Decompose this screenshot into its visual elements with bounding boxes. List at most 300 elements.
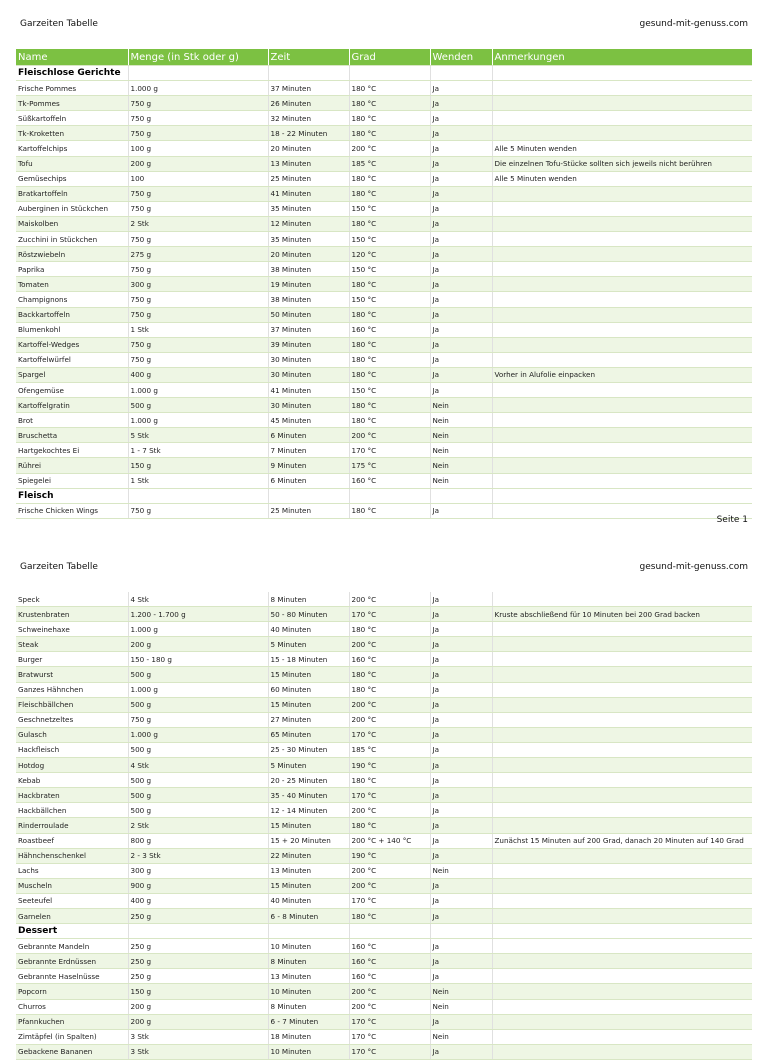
table-cell: Ja xyxy=(430,742,492,757)
table-cell xyxy=(349,488,430,503)
table-cell: 180 °C xyxy=(349,398,430,413)
table-cell: 185 °C xyxy=(349,156,430,171)
table-cell: Ja xyxy=(430,247,492,262)
table-cell: Fleischbällchen xyxy=(16,697,128,712)
table-cell: 3 Stk xyxy=(128,1044,268,1059)
table-row xyxy=(16,848,752,863)
table-cell xyxy=(268,924,349,939)
table-cell: 200 g xyxy=(128,1014,268,1029)
column-header-notes: Anmerkungen xyxy=(492,49,752,66)
table-cell xyxy=(492,337,752,352)
table-cell: 180 °C xyxy=(349,186,430,201)
table-cell xyxy=(492,592,752,607)
table-row xyxy=(16,292,752,307)
table-cell: Gebrannte Erdnüssen xyxy=(16,954,128,969)
table-cell: Vorher in Alufolie einpacken xyxy=(492,367,752,382)
table-cell xyxy=(492,682,752,697)
table-row xyxy=(16,969,752,984)
table-cell: Gebrannte Haselnüsse xyxy=(16,969,128,984)
table-cell: Blumenkohl xyxy=(16,322,128,337)
table-cell: 200 °C xyxy=(349,803,430,818)
section-title: Fleisch xyxy=(16,488,128,503)
table-cell: Ja xyxy=(430,186,492,201)
table-cell: Frische Chicken Wings xyxy=(16,503,128,518)
table-row xyxy=(16,773,752,788)
table-cell: Burger xyxy=(16,652,128,667)
table-cell: 100 g xyxy=(128,141,268,156)
table-cell: 25 Minuten xyxy=(268,503,349,518)
table-cell: Ja xyxy=(430,622,492,637)
table-row xyxy=(16,893,752,908)
site-name: gesund-mit-genuss.com xyxy=(639,562,748,572)
table-cell: 1.000 g xyxy=(128,382,268,397)
table-cell xyxy=(492,667,752,682)
table-row xyxy=(16,503,752,518)
table-cell xyxy=(268,66,349,81)
table-cell: 35 - 40 Minuten xyxy=(268,788,349,803)
table-cell: Maiskolben xyxy=(16,216,128,231)
table-cell: Krustenbraten xyxy=(16,607,128,622)
table-row xyxy=(16,727,752,742)
table-cell: 30 Minuten xyxy=(268,352,349,367)
table-cell: 50 Minuten xyxy=(268,307,349,322)
table-cell: Ja xyxy=(430,954,492,969)
table-cell xyxy=(128,924,268,939)
table-cell: 15 Minuten xyxy=(268,818,349,833)
table-cell xyxy=(492,758,752,773)
table-cell: 400 g xyxy=(128,367,268,382)
table-cell: Gulasch xyxy=(16,727,128,742)
table-row xyxy=(16,984,752,999)
table-cell xyxy=(268,488,349,503)
table-cell: 4 Stk xyxy=(128,592,268,607)
table-cell: 500 g xyxy=(128,803,268,818)
table-row xyxy=(16,307,752,322)
table-cell: 750 g xyxy=(128,292,268,307)
table-cell: 1.000 g xyxy=(128,413,268,428)
table-header-row xyxy=(16,49,752,66)
table-cell: Tk-Kroketten xyxy=(16,126,128,141)
table-cell: Alle 5 Minuten wenden xyxy=(492,171,752,186)
table-cell: 160 °C xyxy=(349,939,430,954)
table-cell: 40 Minuten xyxy=(268,622,349,637)
document-title: Garzeiten Tabelle xyxy=(20,19,98,29)
table-cell: Ja xyxy=(430,969,492,984)
table-cell: Auberginen in Stückchen xyxy=(16,201,128,216)
table-row xyxy=(16,682,752,697)
table-cell: 170 °C xyxy=(349,1029,430,1044)
table-cell: 750 g xyxy=(128,503,268,518)
table-cell: 500 g xyxy=(128,773,268,788)
table-cell: Zucchini in Stückchen xyxy=(16,232,128,247)
table-cell: 19 Minuten xyxy=(268,277,349,292)
table-cell: Ja xyxy=(430,758,492,773)
table-cell: Ja xyxy=(430,637,492,652)
section-row xyxy=(16,924,752,939)
table-cell: Ja xyxy=(430,652,492,667)
table-cell: 120 °C xyxy=(349,247,430,262)
table-cell: 200 °C xyxy=(349,141,430,156)
table-cell: 200 °C xyxy=(349,863,430,878)
table-cell xyxy=(492,201,752,216)
table-cell xyxy=(430,488,492,503)
table-row xyxy=(16,939,752,954)
table-cell: 22 Minuten xyxy=(268,848,349,863)
table-cell: 200 °C xyxy=(349,878,430,893)
table-cell: 150 g xyxy=(128,458,268,473)
table-cell: 170 °C xyxy=(349,1014,430,1029)
table-cell xyxy=(430,66,492,81)
table-cell xyxy=(492,398,752,413)
table-cell: Gemüsechips xyxy=(16,171,128,186)
table-cell: 180 °C xyxy=(349,413,430,428)
table-row xyxy=(16,999,752,1014)
table-cell: 5 Minuten xyxy=(268,758,349,773)
table-cell: 150 °C xyxy=(349,292,430,307)
table-cell: Ja xyxy=(430,607,492,622)
table-cell: 200 °C xyxy=(349,984,430,999)
table-cell: Bratkartoffeln xyxy=(16,186,128,201)
table-cell: Speck xyxy=(16,592,128,607)
table-cell: 150 g xyxy=(128,984,268,999)
table-cell: Gebrannte Mandeln xyxy=(16,939,128,954)
table-cell xyxy=(492,637,752,652)
table-cell: 200 g xyxy=(128,999,268,1014)
table-cell: 20 Minuten xyxy=(268,247,349,262)
table-cell: Ja xyxy=(430,96,492,111)
table-cell: 35 Minuten xyxy=(268,232,349,247)
table-cell: 500 g xyxy=(128,788,268,803)
table-cell: 15 + 20 Minuten xyxy=(268,833,349,848)
table-cell: Zunächst 15 Minuten auf 200 Grad, danach 20 Minuten auf 140 Grad xyxy=(492,833,752,848)
table-cell: 180 °C xyxy=(349,667,430,682)
section-title: Dessert xyxy=(16,924,128,939)
table-cell: 200 °C xyxy=(349,999,430,1014)
document-title: Garzeiten Tabelle xyxy=(20,562,98,572)
table-cell: 8 Minuten xyxy=(268,954,349,969)
table-cell: 100 xyxy=(128,171,268,186)
table-cell: 185 °C xyxy=(349,742,430,757)
table-cell xyxy=(492,247,752,262)
table-cell xyxy=(349,924,430,939)
table-cell: Tomaten xyxy=(16,277,128,292)
table-row xyxy=(16,667,752,682)
table-cell: 800 g xyxy=(128,833,268,848)
table-cell: 13 Minuten xyxy=(268,156,349,171)
table-cell: Kartoffelgratin xyxy=(16,398,128,413)
table-row xyxy=(16,878,752,893)
table-cell xyxy=(492,818,752,833)
table-cell: 750 g xyxy=(128,201,268,216)
table-cell: 180 °C xyxy=(349,622,430,637)
table-cell: Spargel xyxy=(16,367,128,382)
table-cell: Die einzelnen Tofu-Stücke sollten sich jeweils nicht berühren xyxy=(492,156,752,171)
table-cell: 15 Minuten xyxy=(268,667,349,682)
column-header-amount: Menge (in Stk oder g) xyxy=(128,49,268,66)
table-cell: Ja xyxy=(430,833,492,848)
table-cell: Ja xyxy=(430,81,492,96)
table-row xyxy=(16,742,752,757)
table-cell: Zimtäpfel (in Spalten) xyxy=(16,1029,128,1044)
table-cell: 150 °C xyxy=(349,232,430,247)
table-row xyxy=(16,201,752,216)
table-cell: 170 °C xyxy=(349,893,430,908)
table-row xyxy=(16,712,752,727)
table-cell: Tofu xyxy=(16,156,128,171)
table-cell: 8 Minuten xyxy=(268,592,349,607)
table-cell: 200 °C xyxy=(349,712,430,727)
table-cell: Ja xyxy=(430,697,492,712)
table-cell: 3 Stk xyxy=(128,1029,268,1044)
table-cell xyxy=(492,788,752,803)
table-cell xyxy=(492,111,752,126)
table-cell: 180 °C xyxy=(349,126,430,141)
table-cell: 180 °C xyxy=(349,352,430,367)
table-cell: Kebab xyxy=(16,773,128,788)
table-cell: Ja xyxy=(430,667,492,682)
table-row xyxy=(16,352,752,367)
table-cell xyxy=(492,413,752,428)
table-cell xyxy=(492,1014,752,1029)
table-cell: Nein xyxy=(430,473,492,488)
table-cell: Geschnetzeltes xyxy=(16,712,128,727)
table-cell: Kartoffelwürfel xyxy=(16,352,128,367)
site-name: gesund-mit-genuss.com xyxy=(639,19,748,29)
table-cell: 2 - 3 Stk xyxy=(128,848,268,863)
table-cell: Alle 5 Minuten wenden xyxy=(492,141,752,156)
table-cell: 500 g xyxy=(128,398,268,413)
table-cell: Popcorn xyxy=(16,984,128,999)
table-cell: 300 g xyxy=(128,863,268,878)
table-cell: Nein xyxy=(430,984,492,999)
table-cell: Bratwurst xyxy=(16,667,128,682)
table-cell xyxy=(492,954,752,969)
table-cell: 60 Minuten xyxy=(268,682,349,697)
table-cell: 190 °C xyxy=(349,848,430,863)
table-cell: 180 °C xyxy=(349,337,430,352)
table-cell: 200 g xyxy=(128,637,268,652)
table-cell: 37 Minuten xyxy=(268,322,349,337)
table-row xyxy=(16,156,752,171)
table-cell xyxy=(492,186,752,201)
table-row xyxy=(16,413,752,428)
table-cell: 500 g xyxy=(128,697,268,712)
table-row xyxy=(16,428,752,443)
section-row xyxy=(16,488,752,503)
table-cell: Ja xyxy=(430,878,492,893)
table-cell: Röstzwiebeln xyxy=(16,247,128,262)
table-cell: 500 g xyxy=(128,742,268,757)
table-cell: 35 Minuten xyxy=(268,201,349,216)
table-cell: Garnelen xyxy=(16,908,128,923)
table-cell: Paprika xyxy=(16,262,128,277)
table-row xyxy=(16,262,752,277)
table-cell: Ja xyxy=(430,201,492,216)
table-cell xyxy=(492,652,752,667)
table-cell: 6 Minuten xyxy=(268,428,349,443)
table-cell: Ja xyxy=(430,262,492,277)
table-cell: 160 °C xyxy=(349,954,430,969)
table-cell: Hackbällchen xyxy=(16,803,128,818)
table-cell: 27 Minuten xyxy=(268,712,349,727)
table-cell: 1.000 g xyxy=(128,81,268,96)
table-cell: 32 Minuten xyxy=(268,111,349,126)
table-cell: 900 g xyxy=(128,878,268,893)
table-cell: 250 g xyxy=(128,954,268,969)
table-cell: Ofengemüse xyxy=(16,382,128,397)
table-cell: 15 Minuten xyxy=(268,697,349,712)
table-row xyxy=(16,803,752,818)
table-cell: 750 g xyxy=(128,307,268,322)
table-cell: Ja xyxy=(430,367,492,382)
table-cell: 20 - 25 Minuten xyxy=(268,773,349,788)
table-cell xyxy=(492,803,752,818)
table-cell: 38 Minuten xyxy=(268,262,349,277)
table-cell: 18 Minuten xyxy=(268,1029,349,1044)
table-cell: Rührei xyxy=(16,458,128,473)
table-cell: Ja xyxy=(430,788,492,803)
table-cell: Gebackene Bananen xyxy=(16,1044,128,1059)
table-cell: Muscheln xyxy=(16,878,128,893)
table-cell: Ja xyxy=(430,893,492,908)
column-header-name: Name xyxy=(16,49,128,66)
table-cell xyxy=(492,773,752,788)
table-cell xyxy=(128,488,268,503)
table-row xyxy=(16,96,752,111)
table-cell: Ja xyxy=(430,592,492,607)
table-cell xyxy=(492,969,752,984)
table-cell xyxy=(492,488,752,503)
table-cell: 1.200 - 1.700 g xyxy=(128,607,268,622)
table-cell: 180 °C xyxy=(349,307,430,322)
table-cell: 10 Minuten xyxy=(268,1044,349,1059)
table-cell: 750 g xyxy=(128,111,268,126)
table-cell: 12 Minuten xyxy=(268,216,349,231)
table-cell: 180 °C xyxy=(349,81,430,96)
table-row xyxy=(16,398,752,413)
table-cell: 190 °C xyxy=(349,758,430,773)
table-cell: 750 g xyxy=(128,712,268,727)
table-cell: 25 - 30 Minuten xyxy=(268,742,349,757)
table-cell: Nein xyxy=(430,398,492,413)
table-cell: Rinderroulade xyxy=(16,818,128,833)
table-cell xyxy=(492,473,752,488)
table-cell: 10 Minuten xyxy=(268,984,349,999)
column-header-turn: Wenden xyxy=(430,49,492,66)
table-cell: Ja xyxy=(430,111,492,126)
table-row xyxy=(16,607,752,622)
table-cell: 170 °C xyxy=(349,1044,430,1059)
table-row xyxy=(16,322,752,337)
table-cell xyxy=(492,458,752,473)
table-cell xyxy=(492,742,752,757)
table-cell xyxy=(492,848,752,863)
table-row xyxy=(16,1029,752,1044)
table-cell: 20 Minuten xyxy=(268,141,349,156)
table-cell: Kartoffel-Wedges xyxy=(16,337,128,352)
table-cell: 41 Minuten xyxy=(268,186,349,201)
table-cell: 200 g xyxy=(128,156,268,171)
table-row xyxy=(16,277,752,292)
table-cell: Lachs xyxy=(16,863,128,878)
table-cell: 30 Minuten xyxy=(268,367,349,382)
table-cell: 1 Stk xyxy=(128,322,268,337)
table-cell: 180 °C xyxy=(349,908,430,923)
table-cell: 2 Stk xyxy=(128,818,268,833)
table-cell xyxy=(492,622,752,637)
table-cell xyxy=(492,262,752,277)
table-cell: 4 Stk xyxy=(128,758,268,773)
table-cell: Ja xyxy=(430,337,492,352)
table-cell xyxy=(492,727,752,742)
table-row xyxy=(16,637,752,652)
table-cell xyxy=(492,382,752,397)
table-cell: 15 - 18 Minuten xyxy=(268,652,349,667)
table-cell: Backkartoffeln xyxy=(16,307,128,322)
table-cell: Steak xyxy=(16,637,128,652)
table-cell: Ja xyxy=(430,277,492,292)
table-cell xyxy=(492,697,752,712)
table-cell xyxy=(492,503,752,518)
table-cell: Ja xyxy=(430,1014,492,1029)
table-row xyxy=(16,818,752,833)
table-cell: Roastbeef xyxy=(16,833,128,848)
table-cell: Kartoffelchips xyxy=(16,141,128,156)
table-cell: 250 g xyxy=(128,969,268,984)
table-cell: Nein xyxy=(430,413,492,428)
table-cell: 150 - 180 g xyxy=(128,652,268,667)
table-row xyxy=(16,1014,752,1029)
table-cell: 275 g xyxy=(128,247,268,262)
table-cell: 160 °C xyxy=(349,652,430,667)
table-cell xyxy=(492,939,752,954)
table-cell: 180 °C xyxy=(349,216,430,231)
table-cell: Churros xyxy=(16,999,128,1014)
table-cell: Ja xyxy=(430,908,492,923)
table-cell: Ja xyxy=(430,818,492,833)
table-cell: Ganzes Hähnchen xyxy=(16,682,128,697)
table-cell xyxy=(492,126,752,141)
table-cell: 65 Minuten xyxy=(268,727,349,742)
table-cell: 180 °C xyxy=(349,277,430,292)
table-row xyxy=(16,863,752,878)
table-cell: 38 Minuten xyxy=(268,292,349,307)
table-cell: 6 Minuten xyxy=(268,473,349,488)
table-body-page1 xyxy=(16,66,752,519)
table-cell: 170 °C xyxy=(349,727,430,742)
cooking-times-table-page1 xyxy=(16,49,752,519)
table-cell: Ja xyxy=(430,171,492,186)
section-title: Fleischlose Gerichte xyxy=(16,66,128,81)
table-cell: Ja xyxy=(430,126,492,141)
table-cell: 200 °C xyxy=(349,428,430,443)
table-cell: Brot xyxy=(16,413,128,428)
table-cell xyxy=(128,66,268,81)
table-cell: Champignons xyxy=(16,292,128,307)
table-cell xyxy=(492,863,752,878)
table-cell: 180 °C xyxy=(349,111,430,126)
table-row xyxy=(16,216,752,231)
table-cell: 200 °C + 140 °C xyxy=(349,833,430,848)
table-row xyxy=(16,111,752,126)
table-cell: Ja xyxy=(430,216,492,231)
table-cell: Ja xyxy=(430,322,492,337)
table-cell: Ja xyxy=(430,352,492,367)
table-cell: Seeteufel xyxy=(16,893,128,908)
table-cell: Nein xyxy=(430,999,492,1014)
table-cell: 6 - 8 Minuten xyxy=(268,908,349,923)
table-row xyxy=(16,788,752,803)
